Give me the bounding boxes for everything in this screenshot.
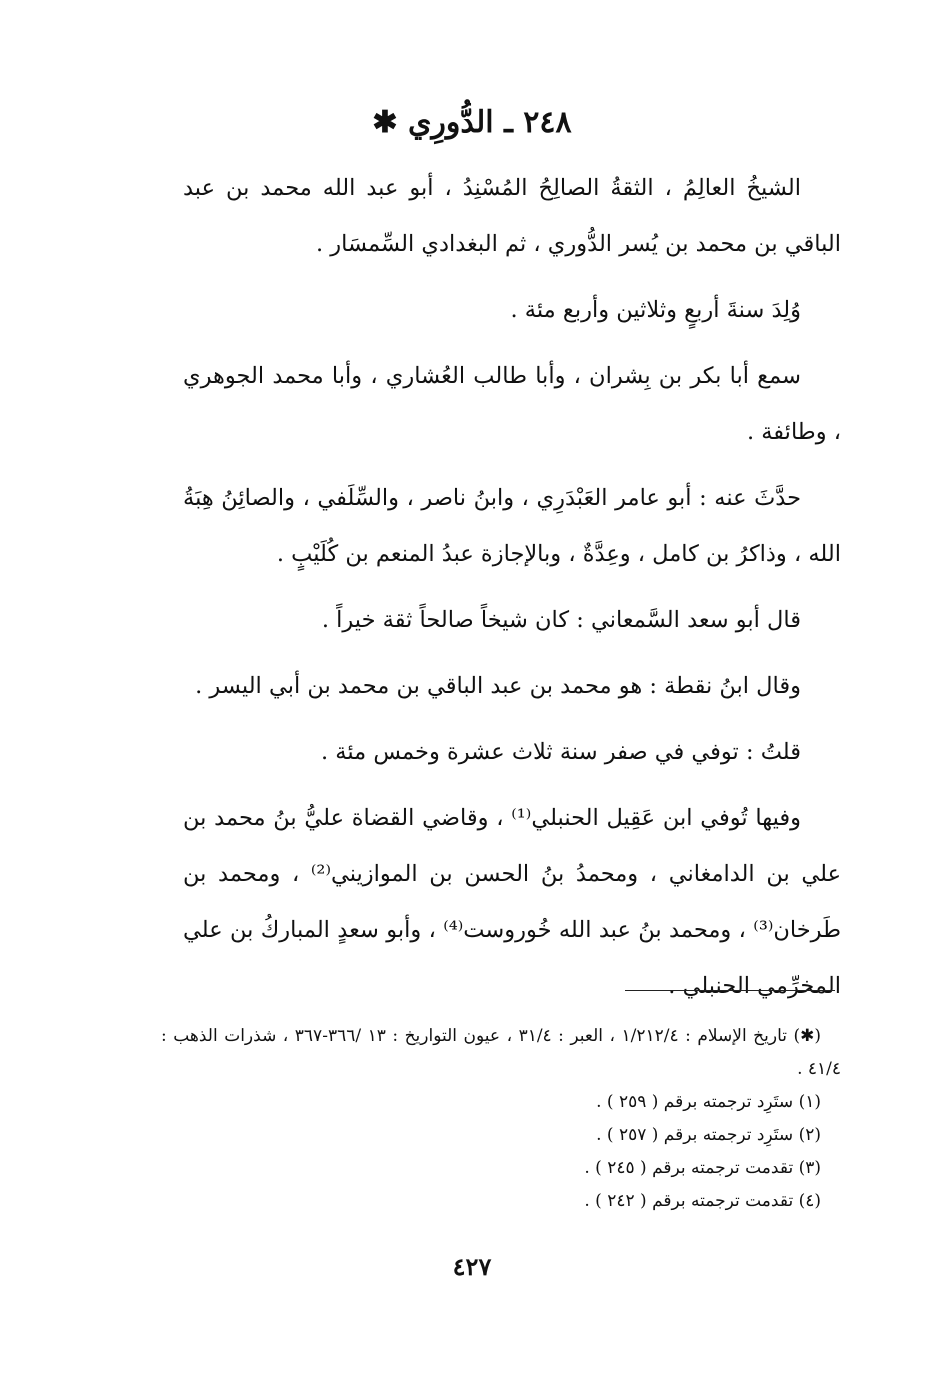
footnote-separator: [625, 990, 835, 991]
paragraph-ibn-nuqta-quote: وقال ابنُ نقطة : هو محمد بن عبد الباقي بن محمد بن أبي اليسر .: [195, 673, 801, 699]
paragraph-birth: وُلِدَ سنةَ أربعٍ وثلاثين وأربع مئة .: [510, 297, 801, 323]
page-number: ٤٢٧: [452, 1252, 492, 1281]
entry-title: ٢٤٨ ـ الدُّورِي ✱: [372, 105, 572, 140]
paragraph-teachers: سمع أبا بكر بن بِشران ، وأبا طالب العُشاري ، وأبا محمد الجوهري ، وطائفة .: [183, 363, 841, 445]
footnotes: [161, 1020, 841, 1218]
footnote-2: (٢) ستَرِد ترجمته برقم ( ٢٥٧ ) .: [596, 1125, 821, 1145]
footnote-3: (٣) تقدمت ترجمته برقم ( ٢٤٥ ) .: [584, 1158, 821, 1178]
footnote-4: (٤) تقدمت ترجمته برقم ( ٢٤٢ ) .: [584, 1191, 821, 1211]
paragraph-intro: الشيخُ العالِمُ ، الثقةُ الصالِحُ المُسْنِدُ ، أبو عبد الله محمد بن عبد الباقي بن محمد بن يُسر الدُّوري ، ثم البغدادي السِّمسَار .: [183, 175, 841, 257]
paragraph-death: قلتُ : توفي في صفر سنة ثلاث عشرة وخمس مئة .: [320, 739, 801, 765]
paragraph-students: حدَّثَ عنه : أبو عامر العَبْدَرِي ، وابنُ ناصر ، والسِّلَفي ، والصائِنُ هِبَةُ الله ، وذاكرُ بن كامل ، وعِدَّةٌ ، وبالإجازة عبدُ المنعم بن كُلَيْبٍ .: [183, 485, 841, 567]
footnote-sources: (✱) تاريخ الإسلام : ١/٢١٢/٤ ، العبر : ٣١/٤ ، عيون التواريخ : ١٣ /٣٦٦-٣٦٧ ، شذرات الذهب : ٤١/٤ .: [161, 1026, 841, 1079]
paragraph-deaths-same-year: وفيها تُوفي ابن عَقِيل الحنبلي⁽¹⁾ ، وقاضي القضاة عليُّ بنُ محمد بن علي بن الدامغاني ، ومحمدُ بنُ الحسن بن الموازيني⁽²⁾ ، ومحمد بن طَرخان⁽³⁾ ، ومحمد بنُ عبد الله خُوروست⁽⁴⁾ ، وأبو سعدٍ المباركُ بن علي المخرِّمي الحنبلي .: [183, 805, 841, 999]
footnote-1: (١) ستَرِد ترجمته برقم ( ٢٥٩ ) .: [596, 1092, 821, 1112]
paragraph-samani-quote: قال أبو سعد السَّمعاني : كان شيخاً صالحاً ثقة خيراً .: [321, 607, 801, 633]
biography-text: [183, 160, 841, 1024]
